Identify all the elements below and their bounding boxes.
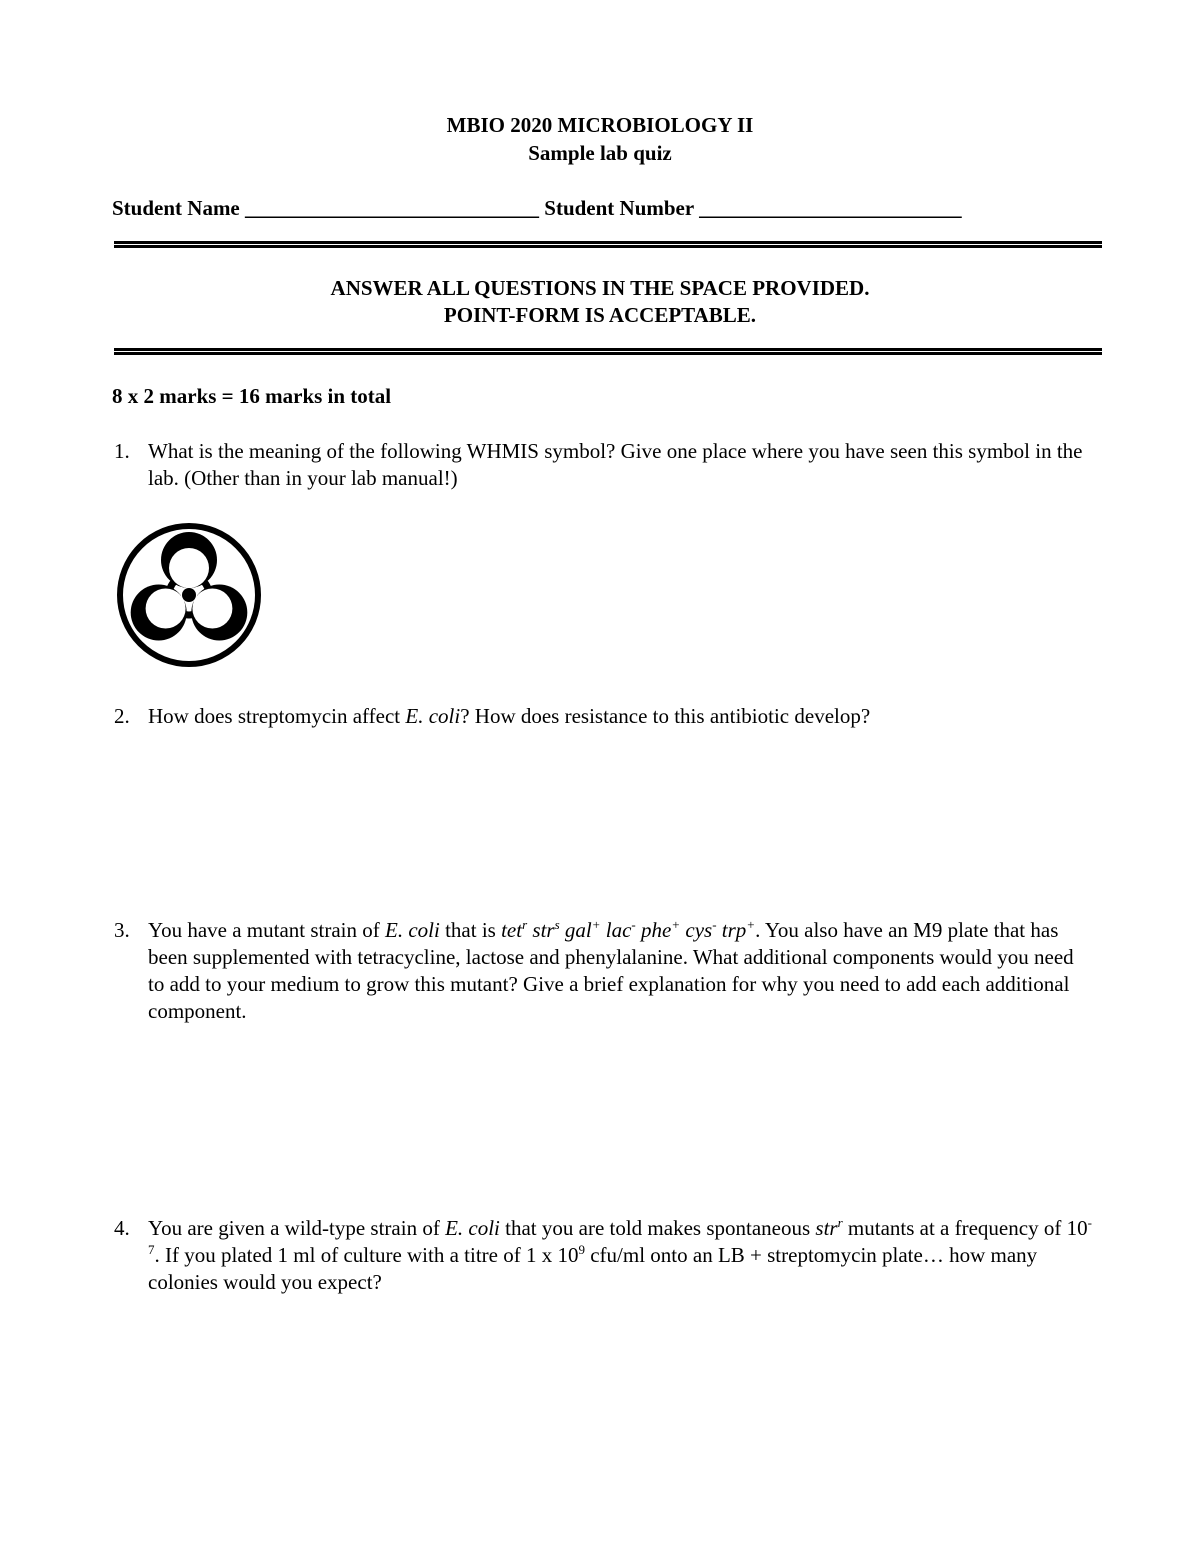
marks-summary: 8 x 2 marks = 16 marks in total: [112, 384, 392, 408]
question-4: [114, 1215, 1094, 1296]
document-title: MBIO 2020 MICROBIOLOGY II: [446, 113, 754, 137]
genotype: tet$^r$ str$^s$ gal+ lac- phe+ cys- trp+: [501, 917, 756, 942]
student-info-line: [112, 196, 1112, 221]
biohazard-icon: [116, 522, 262, 668]
student-number-label: Student Number: [544, 196, 694, 220]
mutant-gene: str$^r$: [815, 1215, 843, 1240]
instruction-line-2: POINT-FORM IS ACCEPTABLE.: [443, 303, 757, 327]
question-number: 3.: [114, 918, 130, 942]
question-number: 4.: [114, 1216, 130, 1240]
student-name-label: Student Name: [112, 196, 240, 220]
document-subtitle: Sample lab quiz: [528, 141, 672, 165]
question-text: What is the meaning of the following WHMIS symbol? Give one place where you have seen this symbol in the lab. (Other than in your lab manual!): [148, 439, 1083, 490]
question-number: 2.: [114, 704, 130, 728]
question-2: [114, 703, 1094, 730]
student-name-blank[interactable]: ____________________________: [245, 196, 540, 220]
frequency-exponent: -7: [148, 1215, 1092, 1257]
question-text: You have a mutant strain of E. coli that is tet$^r$ str$^s$ gal+ lac- phe+ cys- trp+. You also have an M9 plate that has been supplemented with tetracycline, lactose and phenylalanine. What additional components would you need to add to your medium to grow this mutant? Give a brief explanation for why you need to add each additional component.: [148, 917, 1074, 1023]
question-3: [114, 917, 1094, 1025]
question-1: [114, 438, 1094, 492]
instruction-line-1: ANSWER ALL QUESTIONS IN THE SPACE PROVIDED.: [330, 276, 870, 300]
double-rule-top: [114, 241, 1102, 248]
question-text: How does streptomycin affect E. coli? How does resistance to this antibiotic develop?: [148, 704, 871, 728]
question-number: 1.: [114, 439, 130, 463]
organism-name: E. coli: [405, 704, 461, 728]
organism-name: E. coli: [445, 1216, 500, 1240]
double-rule-bottom: [114, 348, 1102, 355]
organism-name: E. coli: [385, 918, 440, 942]
titre-exponent: 9: [578, 1242, 585, 1257]
student-number-blank[interactable]: _________________________: [699, 196, 962, 220]
question-text: You are given a wild-type strain of E. coli that you are told makes spontaneous str$^r$ mutants at a frequency of $10^{-7}$. If you plated 1 ml of culture with a titre of 1 x $10^9$ cfu/ml onto an LB + streptomycin plate… how many colonies would you expect?: [148, 1215, 1092, 1294]
